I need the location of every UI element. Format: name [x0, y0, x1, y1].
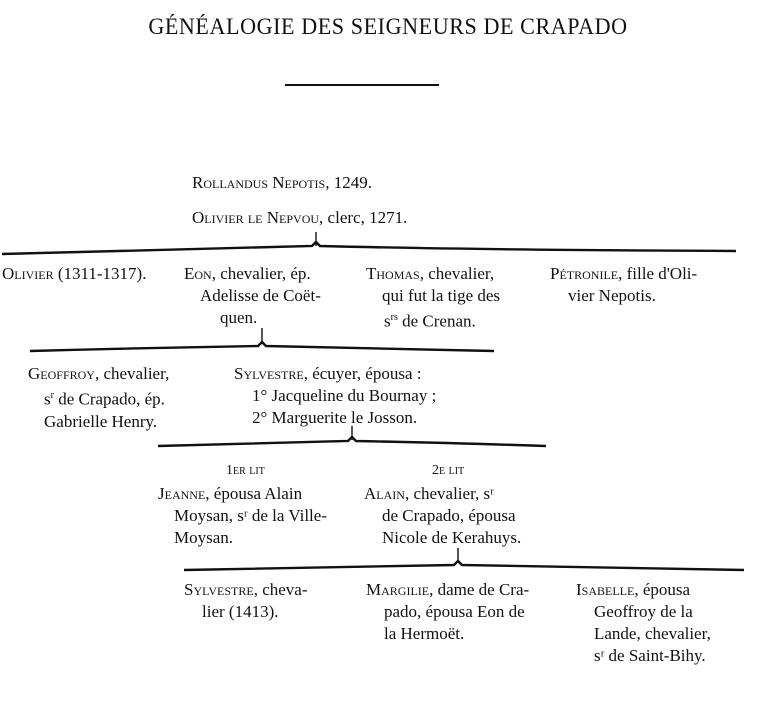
- bracket-gen1: [2, 242, 736, 254]
- person-jeanne: Jeanne, épousa Alain Moysan, sʳ de la Ville- Moysan.: [158, 484, 327, 547]
- ancestor-rollandus: Rollandus Nepotis, 1249.: [192, 173, 372, 192]
- person-geoffroy: Geoffroy, chevalier, $s^r$ de Crapado, ép. Gabrielle Henry.: [28, 364, 170, 431]
- second-marriage-label: 2e lit: [432, 463, 465, 478]
- ancestor-rollandus-name: Rollandus Nepotis: [192, 173, 326, 192]
- bracket-gen3: [158, 437, 546, 446]
- bracket-gen2: [30, 342, 494, 351]
- bracket-gen4: [184, 561, 744, 570]
- person-thomas: Thomas, chevalier, qui fut la tige des $s^{rs}$ de Crenan.: [366, 264, 501, 331]
- page-title: GÉNÉALOGIE DES SEIGNEURS DE CRAPADO: [148, 14, 628, 39]
- first-marriage-label: 1er lit: [226, 463, 265, 478]
- title-rule: [285, 84, 439, 86]
- person-olivier: Olivier (1311-1317).: [2, 264, 147, 283]
- person-margilie: Margilie, dame de Cra- pado, épousa Eon de la Hermoët.: [366, 580, 530, 643]
- person-isabelle: Isabelle, épousa Geoffroy de la Lande, chevalier, sʳ de Saint-Bihy.: [576, 580, 711, 665]
- person-petronile: Pétronile, fille d'Oli- vier Nepotis.: [550, 264, 698, 305]
- ancestor-olivier-nepvou: Olivier le Nepvou, clerc, 1271.: [192, 208, 408, 227]
- person-sylvestre-1413: Sylvestre, cheva- lier (1413).: [184, 580, 308, 621]
- person-eon: Eon, chevalier, ép. Adelisse de Coët- quen.: [184, 264, 321, 327]
- person-sylvestre-ecuyer: Sylvestre, écuyer, épousa : 1° Jacqueline du Bournay ; 2° Marguerite le Josson.: [234, 364, 437, 427]
- person-alain: Alain, chevalier, sʳ de Crapado, épousa Nicole de Kerahuys.: [364, 484, 522, 547]
- ancestor-olivier-nepvou-name: Olivier le Nepvou: [192, 208, 320, 227]
